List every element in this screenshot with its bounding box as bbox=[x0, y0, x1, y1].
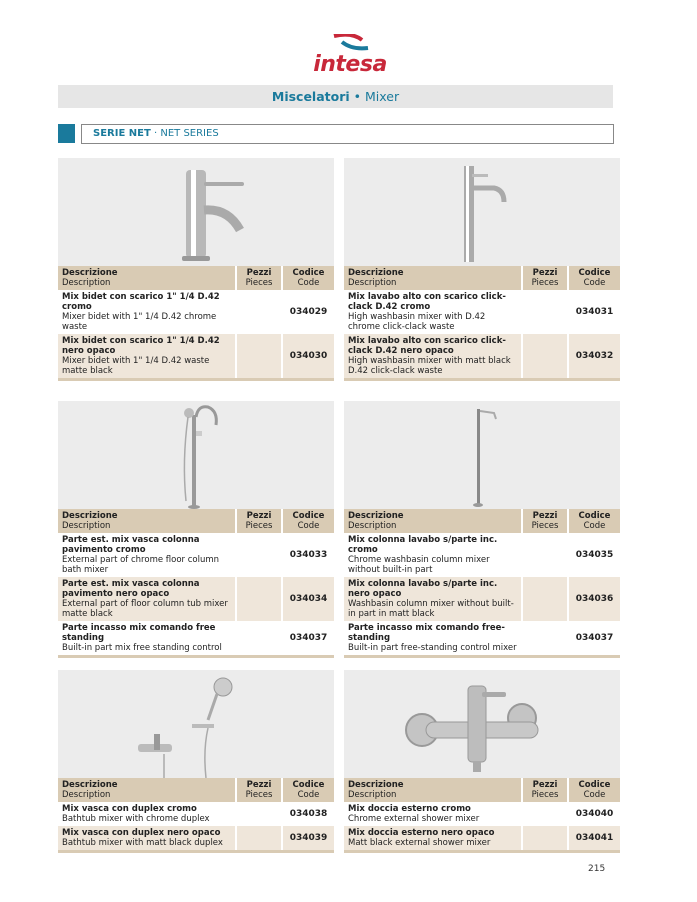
row-pieces bbox=[236, 826, 282, 850]
description-en: External part of chrome floor column bath mixer bbox=[62, 555, 220, 575]
code-en: Code bbox=[297, 521, 320, 531]
row-pieces bbox=[522, 826, 568, 850]
code-it: Codice bbox=[292, 268, 325, 278]
row-description bbox=[344, 533, 522, 577]
row-pieces bbox=[522, 621, 568, 655]
row-description bbox=[58, 826, 236, 850]
product-image-bidet-mixer bbox=[58, 158, 334, 266]
table-end-bar bbox=[344, 850, 620, 853]
table-row bbox=[58, 290, 334, 334]
table-header-row bbox=[344, 509, 620, 533]
description-it: Mix bidet con scarico 1" 1/4 D.42 nero opaco bbox=[62, 336, 220, 356]
description-en: Mixer bidet with 1" 1/4 D.42 waste matte black bbox=[62, 356, 210, 376]
code-it: Codice bbox=[578, 268, 611, 278]
description-en: Washbasin column mixer without built-in part in matt black bbox=[348, 599, 514, 619]
row-description bbox=[344, 290, 522, 334]
col-pieces bbox=[236, 266, 282, 290]
row-description bbox=[58, 533, 236, 577]
product-table bbox=[344, 509, 620, 655]
row-description bbox=[58, 290, 236, 334]
table-row bbox=[344, 577, 620, 621]
row-description bbox=[344, 577, 522, 621]
table-header-row bbox=[344, 778, 620, 802]
washbasin-column-mixer-icon bbox=[344, 401, 620, 509]
pcs-en: Pieces bbox=[245, 278, 273, 288]
description-it: Mix bidet con scarico 1" 1/4 D.42 cromo bbox=[62, 292, 220, 312]
table-end-bar bbox=[344, 655, 620, 658]
row-description bbox=[344, 802, 522, 826]
desc-en: Description bbox=[62, 790, 111, 800]
floor-column-bath-mixer-icon bbox=[58, 401, 334, 509]
code-en: Code bbox=[583, 521, 606, 531]
description-en: Built-in part free-standing control mixer bbox=[348, 643, 517, 653]
pcs-it: Pezzi bbox=[532, 780, 558, 790]
description-it: Parte est. mix vasca colonna pavimento cromo bbox=[62, 535, 200, 555]
desc-en: Description bbox=[348, 278, 397, 288]
table-row bbox=[344, 826, 620, 850]
row-code: 034033 bbox=[289, 550, 328, 560]
code-it: Codice bbox=[292, 780, 325, 790]
row-pieces bbox=[522, 290, 568, 334]
table-header-row bbox=[58, 778, 334, 802]
table-row bbox=[344, 290, 620, 334]
desc-it: Descrizione bbox=[62, 268, 118, 278]
high-washbasin-mixer-icon bbox=[344, 158, 620, 266]
product-table bbox=[58, 509, 334, 655]
row-code: 034032 bbox=[568, 334, 620, 378]
product-table bbox=[344, 266, 620, 378]
row-code: 034035 bbox=[575, 550, 614, 560]
desc-it: Descrizione bbox=[62, 780, 118, 790]
code-en: Code bbox=[297, 278, 320, 288]
product-image-high-washbasin-mixer bbox=[344, 158, 620, 266]
description-it: Parte est. mix vasca colonna pavimento nero opaco bbox=[62, 579, 200, 599]
table-end-bar bbox=[344, 378, 620, 381]
description-it: Mix vasca con duplex cromo bbox=[62, 804, 197, 814]
description-it: Parte incasso mix comando free standing bbox=[62, 623, 216, 643]
pcs-it: Pezzi bbox=[246, 780, 272, 790]
row-pieces bbox=[236, 334, 282, 378]
description-it: Mix lavabo alto con scarico click-clack D.42 cromo bbox=[348, 292, 506, 312]
desc-it: Descrizione bbox=[348, 268, 404, 278]
row-code: 034037 bbox=[289, 633, 328, 643]
description-it: Parte incasso mix comando free-standing bbox=[348, 623, 505, 643]
table-end-bar bbox=[58, 850, 334, 853]
brand-logo bbox=[290, 34, 410, 82]
row-description bbox=[58, 577, 236, 621]
table-end-bar bbox=[58, 655, 334, 658]
row-description bbox=[58, 334, 236, 378]
row-description bbox=[344, 621, 522, 655]
product-table bbox=[344, 778, 620, 850]
row-pieces bbox=[522, 334, 568, 378]
table-row bbox=[58, 334, 334, 378]
col-description bbox=[58, 266, 236, 290]
pcs-it: Pezzi bbox=[532, 511, 558, 521]
product-image-external-shower-mixer bbox=[344, 670, 620, 778]
description-it: Mix doccia esterno cromo bbox=[348, 804, 471, 814]
desc-en: Description bbox=[62, 521, 111, 531]
series-name-it: SERIE NET bbox=[93, 128, 151, 139]
desc-en: Description bbox=[348, 790, 397, 800]
col-code bbox=[568, 778, 620, 802]
row-code: 034039 bbox=[282, 826, 334, 850]
table-row bbox=[344, 533, 620, 577]
table-header-row bbox=[344, 266, 620, 290]
description-en: Mixer bidet with 1" 1/4 D.42 chrome waste bbox=[62, 312, 217, 332]
description-en: Chrome washbasin column mixer without built-in part bbox=[348, 555, 490, 575]
description-it: Mix vasca con duplex nero opaco bbox=[62, 828, 221, 838]
description-en: High washbasin mixer with matt black D.42 click-clack waste bbox=[348, 356, 511, 376]
page-title bbox=[58, 85, 613, 108]
pcs-en: Pieces bbox=[531, 278, 559, 288]
desc-en: Description bbox=[348, 521, 397, 531]
col-pieces bbox=[522, 266, 568, 290]
row-code: 034037 bbox=[575, 633, 614, 643]
col-description bbox=[58, 778, 236, 802]
table-row bbox=[58, 577, 334, 621]
series-marker bbox=[58, 124, 75, 143]
col-pieces bbox=[236, 509, 282, 533]
row-pieces bbox=[236, 290, 282, 334]
col-pieces bbox=[236, 778, 282, 802]
pcs-it: Pezzi bbox=[246, 511, 272, 521]
row-pieces bbox=[522, 577, 568, 621]
product-card-washbasin-column-mixer bbox=[344, 401, 620, 658]
description-it: Mix doccia esterno nero opaco bbox=[348, 828, 495, 838]
description-en: High washbasin mixer with D.42 chrome click-clack waste bbox=[348, 312, 486, 332]
product-card-bidet-mixer bbox=[58, 158, 334, 381]
description-en: Built-in part mix free standing control bbox=[62, 643, 222, 653]
code-it: Codice bbox=[578, 511, 611, 521]
col-pieces bbox=[522, 509, 568, 533]
desc-it: Descrizione bbox=[62, 511, 118, 521]
pcs-en: Pieces bbox=[531, 790, 559, 800]
col-code bbox=[282, 778, 334, 802]
title-separator: • bbox=[353, 89, 362, 104]
series-separator: · bbox=[153, 128, 158, 139]
description-en: Matt black external shower mixer bbox=[348, 838, 491, 848]
description-it: Mix lavabo alto con scarico click-clack D.42 nero opaco bbox=[348, 336, 506, 356]
product-image-washbasin-column-mixer bbox=[344, 401, 620, 509]
code-it: Codice bbox=[578, 780, 611, 790]
product-table bbox=[58, 778, 334, 850]
external-shower-mixer-icon bbox=[344, 670, 620, 778]
table-row bbox=[344, 802, 620, 826]
row-code: 034036 bbox=[568, 577, 620, 621]
row-pieces bbox=[522, 802, 568, 826]
pcs-en: Pieces bbox=[531, 521, 559, 531]
product-table bbox=[58, 266, 334, 378]
row-code: 034031 bbox=[575, 307, 614, 317]
brand-name: intesa bbox=[313, 52, 387, 77]
col-description bbox=[344, 509, 522, 533]
pcs-it: Pezzi bbox=[246, 268, 272, 278]
page-number: 215 bbox=[588, 864, 606, 874]
row-pieces bbox=[236, 577, 282, 621]
series-heading bbox=[81, 124, 614, 144]
product-card-external-shower-mixer bbox=[344, 670, 620, 853]
product-card-high-washbasin-mixer bbox=[344, 158, 620, 381]
col-description bbox=[344, 266, 522, 290]
row-pieces bbox=[236, 802, 282, 826]
desc-it: Descrizione bbox=[348, 780, 404, 790]
code-en: Code bbox=[297, 790, 320, 800]
row-code: 034038 bbox=[289, 809, 328, 819]
table-row bbox=[58, 533, 334, 577]
product-card-floor-column-bath-mixer bbox=[58, 401, 334, 658]
description-it: Mix colonna lavabo s/parte inc. nero opaco bbox=[348, 579, 498, 599]
col-code bbox=[568, 266, 620, 290]
bathtub-mixer-duplex-icon bbox=[58, 670, 334, 778]
pcs-en: Pieces bbox=[245, 521, 273, 531]
bidet-mixer-icon bbox=[58, 158, 334, 266]
table-row bbox=[58, 621, 334, 655]
description-en: Bathtub mixer with matt black duplex bbox=[62, 838, 223, 848]
col-description bbox=[58, 509, 236, 533]
desc-it: Descrizione bbox=[348, 511, 404, 521]
row-description bbox=[344, 334, 522, 378]
row-description bbox=[58, 621, 236, 655]
product-card-bathtub-mixer-duplex bbox=[58, 670, 334, 853]
row-code: 034034 bbox=[282, 577, 334, 621]
pcs-it: Pezzi bbox=[532, 268, 558, 278]
table-end-bar bbox=[58, 378, 334, 381]
row-description bbox=[58, 802, 236, 826]
pcs-en: Pieces bbox=[245, 790, 273, 800]
col-code bbox=[282, 266, 334, 290]
table-row bbox=[344, 334, 620, 378]
row-code: 034030 bbox=[282, 334, 334, 378]
col-pieces bbox=[522, 778, 568, 802]
table-header-row bbox=[58, 509, 334, 533]
row-pieces bbox=[522, 533, 568, 577]
description-en: Chrome external shower mixer bbox=[348, 814, 480, 824]
row-code: 034029 bbox=[289, 307, 328, 317]
series-name-en: NET SERIES bbox=[160, 128, 219, 139]
code-en: Code bbox=[583, 790, 606, 800]
col-description bbox=[344, 778, 522, 802]
row-pieces bbox=[236, 533, 282, 577]
desc-en: Description bbox=[62, 278, 111, 288]
row-code: 034041 bbox=[568, 826, 620, 850]
code-it: Codice bbox=[292, 511, 325, 521]
table-row bbox=[58, 826, 334, 850]
table-row bbox=[58, 802, 334, 826]
col-code bbox=[282, 509, 334, 533]
product-image-floor-column-bath-mixer bbox=[58, 401, 334, 509]
code-en: Code bbox=[583, 278, 606, 288]
description-en: Bathtub mixer with chrome duplex bbox=[62, 814, 210, 824]
category-en: Mixer bbox=[365, 89, 400, 104]
table-row bbox=[344, 621, 620, 655]
col-code bbox=[568, 509, 620, 533]
row-code: 034040 bbox=[575, 809, 614, 819]
description-en: External part of floor column tub mixer matte black bbox=[62, 599, 228, 619]
row-description bbox=[344, 826, 522, 850]
category-it: Miscelatori bbox=[271, 89, 350, 104]
row-pieces bbox=[236, 621, 282, 655]
product-image-bathtub-mixer-duplex bbox=[58, 670, 334, 778]
description-it: Mix colonna lavabo s/parte inc. cromo bbox=[348, 535, 498, 555]
table-header-row bbox=[58, 266, 334, 290]
